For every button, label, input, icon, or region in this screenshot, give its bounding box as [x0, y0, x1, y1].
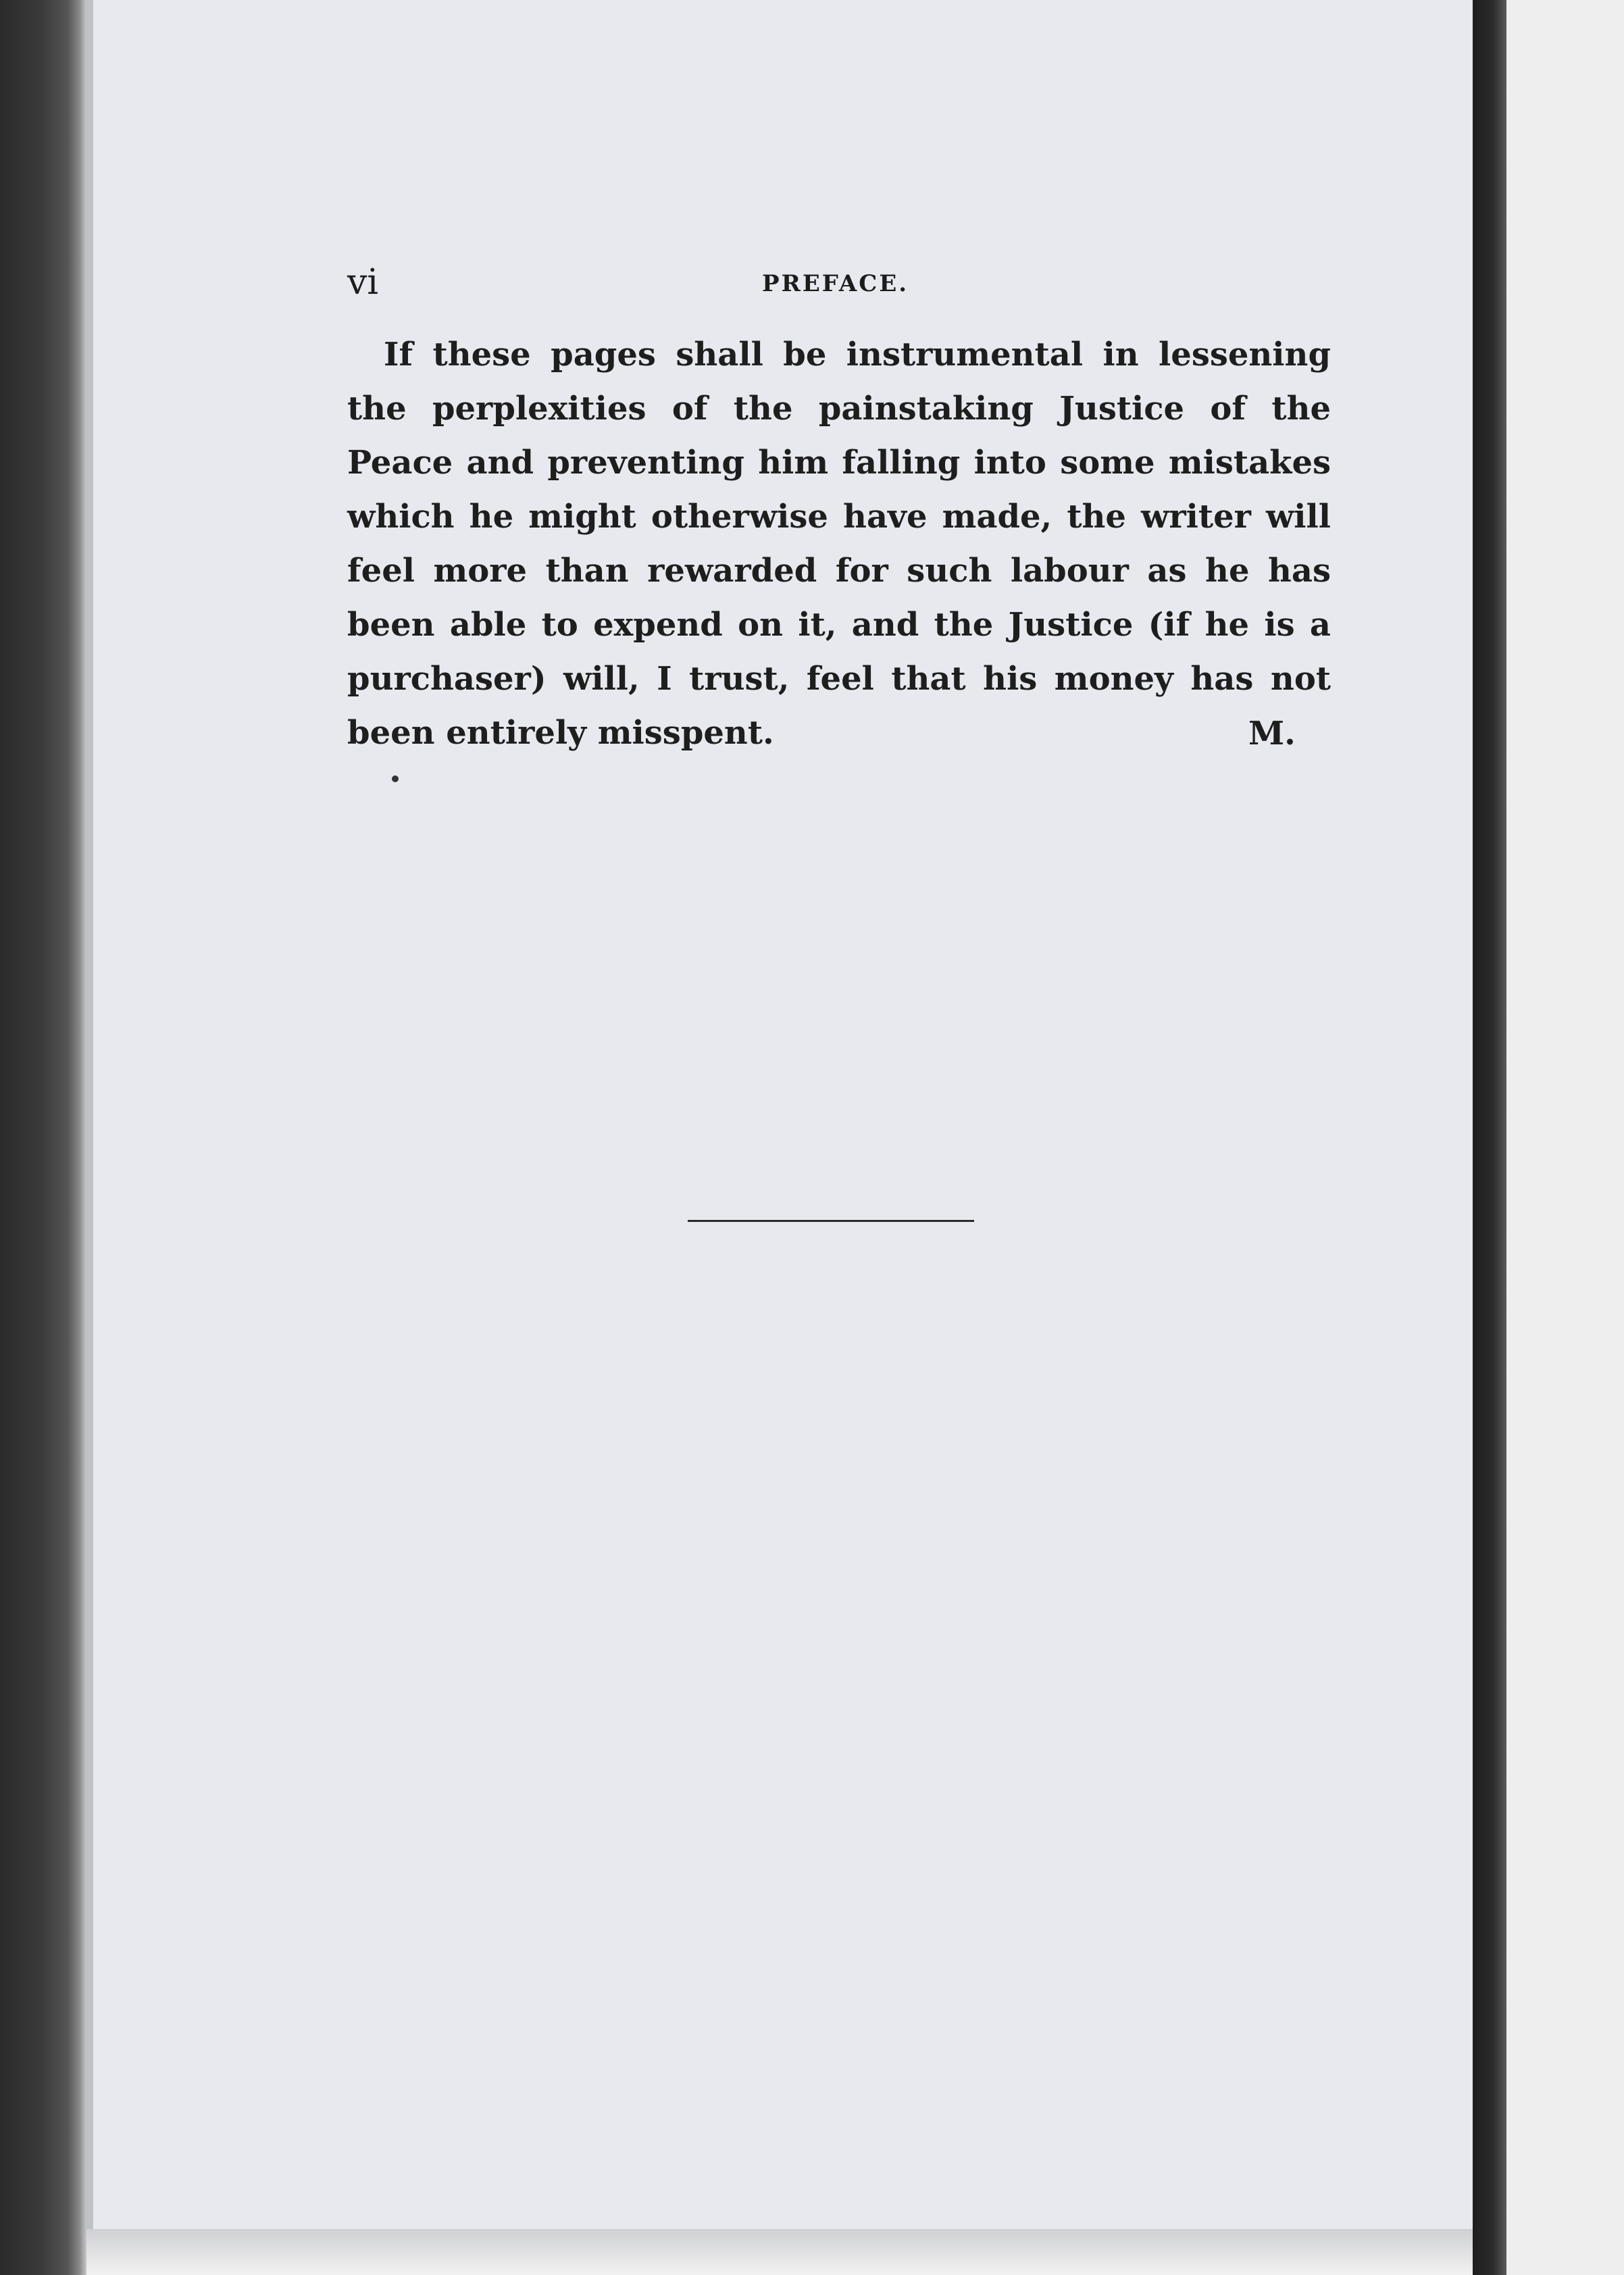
adjacent-page-edge	[1506, 0, 1624, 2275]
page-header	[347, 262, 1334, 309]
preface-paragraph: If these pages shall be instrumental in lessening the perplexities of the painstaking Justice of the Peace and preventing him falling into some mistakes which he might otherwise have made, the writer will feel more than rewarded for such labour as he has been able to expend on it, and the Justice (if he is a purchaser) will, I trust, feel that his money has not been entirely misspent.	[347, 336, 1331, 752]
ink-speck	[392, 775, 399, 782]
running-head: PREFACE.	[762, 270, 909, 297]
author-signature: M.	[1248, 715, 1296, 752]
binding-shadow-left	[0, 0, 86, 2275]
section-divider-rule	[688, 1220, 974, 1222]
gutter-shadow-right	[1473, 0, 1506, 2275]
page-bottom-edge	[86, 2229, 1473, 2275]
page-number: vi	[347, 262, 379, 303]
